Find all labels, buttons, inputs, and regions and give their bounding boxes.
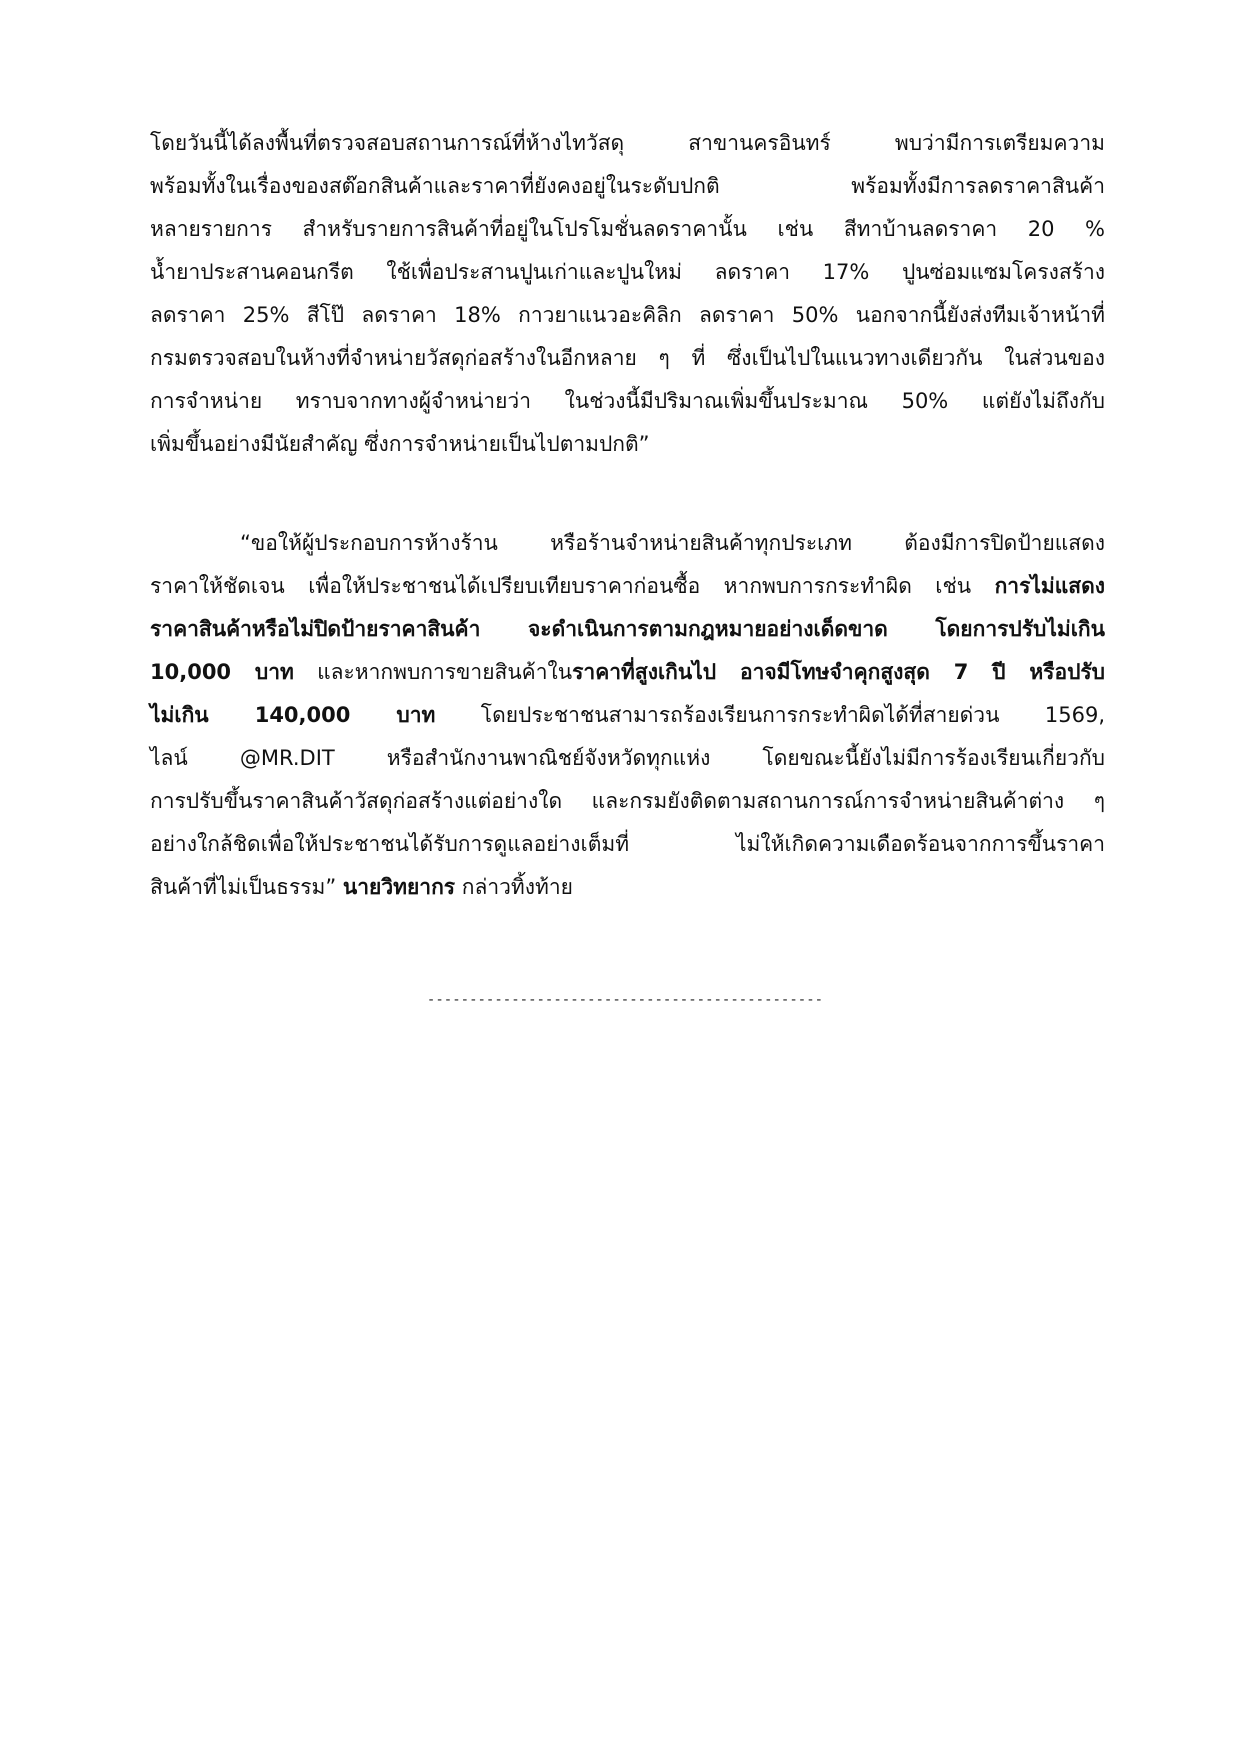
paragraph-line (150, 565, 1105, 608)
text-normal: ราคาให้ชัดเจน เพื่อให้ประชาชนได้เปรียบเทียบราคาก่อนซื้อ หากพบการกระทำผิด เช่น (150, 574, 995, 598)
text-normal: โดยประชาชนสามารถร้องเรียนการกระทำผิดได้ที่สายด่วน 1569, (435, 703, 1105, 727)
paragraph-line: กรมตรวจสอบในห้างที่จำหน่ายวัสดุก่อสร้างในอีกหลาย ๆ ที่ ซึ่งเป็นไปในแนวทางเดียวกัน ในส่วนของ (150, 346, 1105, 370)
text-normal: กล่าวทิ้งท้าย (455, 875, 573, 899)
paragraph-line (150, 694, 1105, 737)
paragraph-line: น้ำยาประสานคอนกรีต ใช้เพื่อประสานปูนเก่าและปูนใหม่ ลดราคา 17% ปูนซ่อมแซมโครงสร้าง (150, 260, 1105, 284)
text-bold: ราคาสินค้าหรือไม่ปิดป้ายราคาสินค้า จะดำเนินการตามกฎหมายอย่างเด็ดขาด โดยการปรับไม่เกิน (150, 617, 1105, 641)
paragraph-line: อย่างใกล้ชิดเพื่อให้ประชาชนได้รับการดูแลอย่างเต็มที่ ไม่ให้เกิดความเดือดร้อนจากการขึ้นราคา (150, 832, 1105, 856)
paragraph-line: หลายรายการ สำหรับรายการสินค้าที่อยู่ในโปรโมชั่นลดราคานั้น เช่น สีทาบ้านลดราคา 20 % (150, 217, 1105, 241)
paragraph-line: เพิ่มขึ้นอย่างมีนัยสำคัญ ซึ่งการจำหน่ายเป็นไปตามปกติ” (150, 432, 650, 456)
paragraph-line: ไลน์ @MR.DIT หรือสำนักงานพาณิชย์จังหวัดทุกแห่ง โดยขณะนี้ยังไม่มีการร้องเรียนเกี่ยวกับ (150, 746, 1105, 770)
text-bold: ไม่เกิน 140,000 บาท (150, 703, 436, 727)
paragraph-line: โดยวันนี้ได้ลงพื้นที่ตรวจสอบสถานการณ์ที่ห้างไทวัสดุ สาขานครอินทร์ พบว่ามีการเตรียมความ (150, 131, 1105, 155)
text-bold: 10,000 บาท (150, 660, 294, 684)
paragraph-warning (150, 522, 1105, 909)
paragraph-line: ลดราคา 25% สีโป๊ ลดราคา 18% กาวยาแนวอะคิลิก ลดราคา 50% นอกจากนี้ยังส่งทีมเจ้าหน้าที่ (150, 303, 1105, 327)
paragraph-line: การจำหน่าย ทราบจากทางผู้จำหน่ายว่า ในช่วงนี้มีปริมาณเพิ่มขึ้นประมาณ 50% แต่ยังไม่ถึงกับ (150, 389, 1105, 413)
separator-line: ----------------------------------------------- (426, 992, 824, 1008)
paragraph-promotions (150, 122, 1105, 466)
paragraph-line (150, 866, 1105, 909)
text-normal: และหากพบการขายสินค้าใน (293, 660, 573, 684)
paragraph-line: “ขอให้ผู้ประกอบการห้างร้าน หรือร้านจำหน่ายสินค้าทุกประเภท ต้องมีการปิดป้ายแสดง (240, 531, 1105, 555)
paragraph-line: การปรับขึ้นราคาสินค้าวัสดุก่อสร้างแต่อย่างใด และกรมยังติดตามสถานการณ์การจำหน่ายสินค้าต่าง ๆ (150, 789, 1105, 813)
text-normal: สินค้าที่ไม่เป็นธรรม” (150, 875, 343, 899)
paragraph-line: พร้อมทั้งในเรื่องของสต๊อกสินค้าและราคาที่ยังคงอยู่ในระดับปกติ พร้อมทั้งมีการลดราคาสินค้า (150, 174, 1105, 198)
text-bold: ราคาที่สูงเกินไป อาจมีโทษจำคุกสูงสุด 7 ปี หรือปรับ (572, 660, 1106, 684)
paragraph-line (150, 651, 1105, 694)
paragraph-line (150, 608, 1105, 651)
speaker-name: นายวิทยากร (342, 875, 456, 899)
text-bold: การไม่แสดง (994, 574, 1105, 598)
